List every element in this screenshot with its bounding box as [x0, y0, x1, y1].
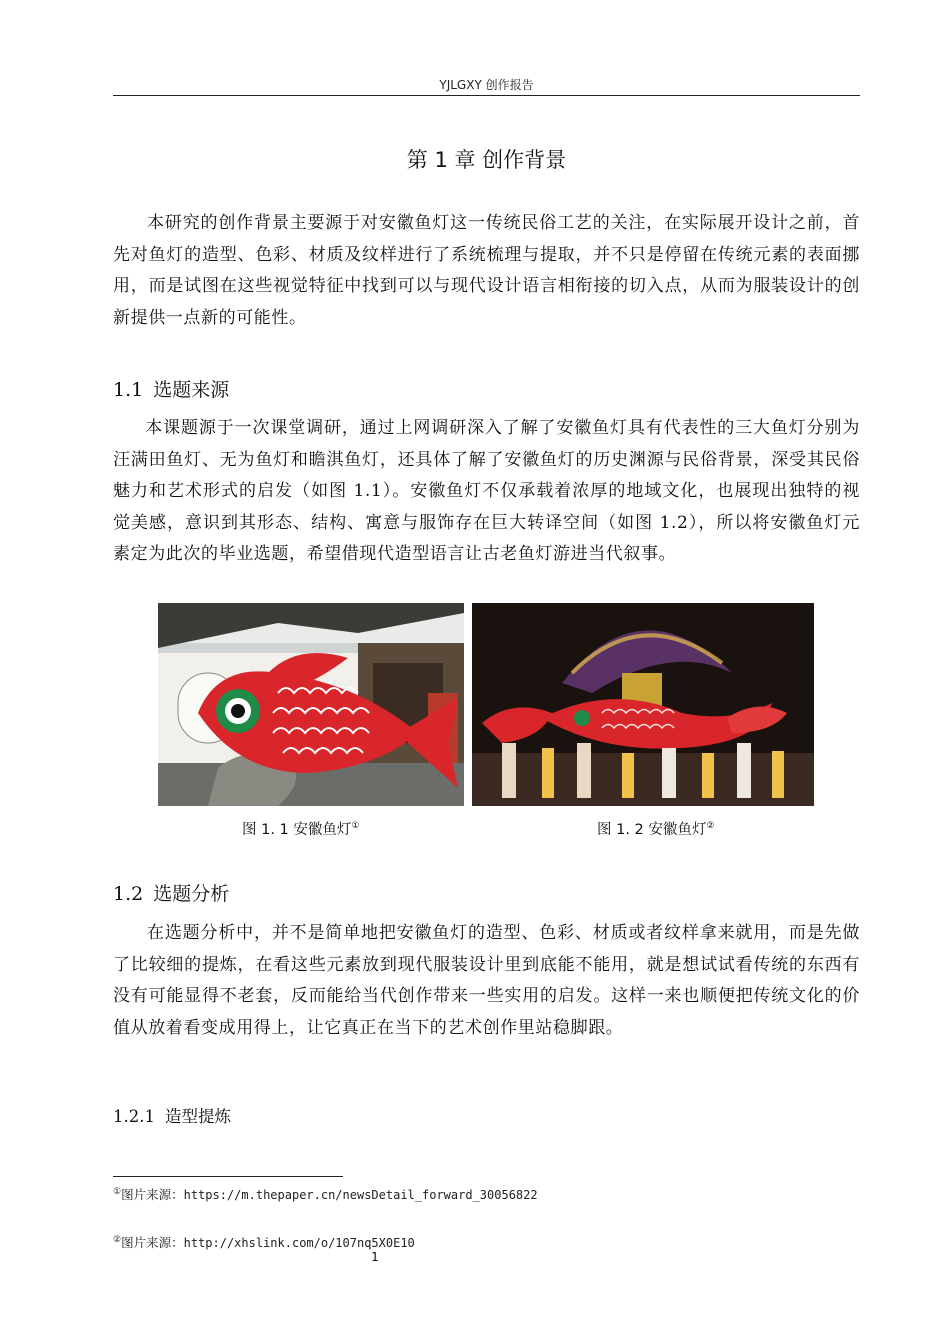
source-paragraph: 本课题源于一次课堂调研，通过上网调研深入了解了安徽鱼灯具有代表性的三大鱼灯分别为汪满田鱼灯、无为鱼灯和瞻淇鱼灯，还具体了解了安徽鱼灯的历史渊源与民俗背景，深受其民俗魅力和艺术形式的启发（如图 1.1）。安徽鱼灯不仅承载着浓厚的地域文化，也展现出独特的视觉美感，意识到其形态、结构、寓意与服饰存在巨大转译空间（如图 1.2），所以将安徽鱼灯元素定为此次的毕业选题，希望借现代造型语言让古老鱼灯游进当代叙事。 [113, 418, 860, 564]
analysis-paragraph: 在选题分析中，并不是简单地把安徽鱼灯的造型、色彩、材质或者纹样拿来就用，而是先做了比较细的提炼，在看这些元素放到现代服装设计里到底能不能用，就是想试试看传统的东西有没有可能显得不老套，反而能给当代创作带来一些实用的启发。这样一来也顺便把传统文化的价值从放着看变成用得上，让它真正在当下的艺术创作里站稳脚跟。 [113, 923, 860, 1038]
subsection-heading-1-2-1 [113, 1103, 231, 1127]
caption-text: 图 1. 1 安徽鱼灯 [242, 822, 352, 838]
figure-1-1-caption [242, 818, 359, 839]
footnote-ref-2: ② [706, 821, 715, 832]
header-rule [113, 95, 860, 96]
footnote-rule [113, 1176, 343, 1177]
footnote-mark: ② [113, 1234, 122, 1245]
footnote-ref-1: ① [351, 821, 360, 832]
section-heading-1-1 [113, 375, 229, 402]
intro-paragraph: 本研究的创作背景主要源于对安徽鱼灯这一传统民俗工艺的关注，在实际展开设计之前，首先对鱼灯的造型、色彩、材质及纹样进行了系统梳理与提取，并不只是停留在传统元素的表面挪用，而是试图在这些视觉特征中找到可以与现代设计语言相衔接的切入点，从而为服装设计的创新提供一点新的可能性。 [113, 213, 860, 328]
footnote-url[interactable]: https://m.thepaper.cn/newsDetail_forward_30056822 [183, 1188, 538, 1202]
footnote-2 [113, 1233, 415, 1251]
page-number: 1 [371, 1250, 379, 1264]
figure-1-1-fish-lantern-photo [158, 603, 464, 806]
figure-1-2-caption [597, 818, 714, 839]
section-heading-1-2 [113, 879, 229, 906]
footnote-url[interactable]: http://xhslink.com/o/107nq5X0E10 [183, 1236, 415, 1250]
figure-1-2-lantern-parade-photo [472, 603, 814, 806]
caption-text: 图 1. 2 安徽鱼灯 [597, 822, 707, 838]
section-title: 选题分析 [153, 883, 230, 905]
footnote-1 [113, 1185, 538, 1203]
section-title: 造型提炼 [164, 1107, 231, 1126]
footnote-label: 图片来源： [121, 1235, 184, 1250]
section-number: 1.1 [113, 379, 144, 401]
section-number: 1.2 [113, 883, 144, 905]
footnote-mark: ① [113, 1186, 122, 1197]
chapter-title: 第 1 章 创作背景 [406, 148, 567, 172]
running-header: YJLGXY 创作报告 [439, 78, 534, 92]
footnote-label: 图片来源： [121, 1187, 184, 1202]
section-number: 1.2.1 [113, 1107, 155, 1126]
section-title: 选题来源 [153, 379, 230, 401]
